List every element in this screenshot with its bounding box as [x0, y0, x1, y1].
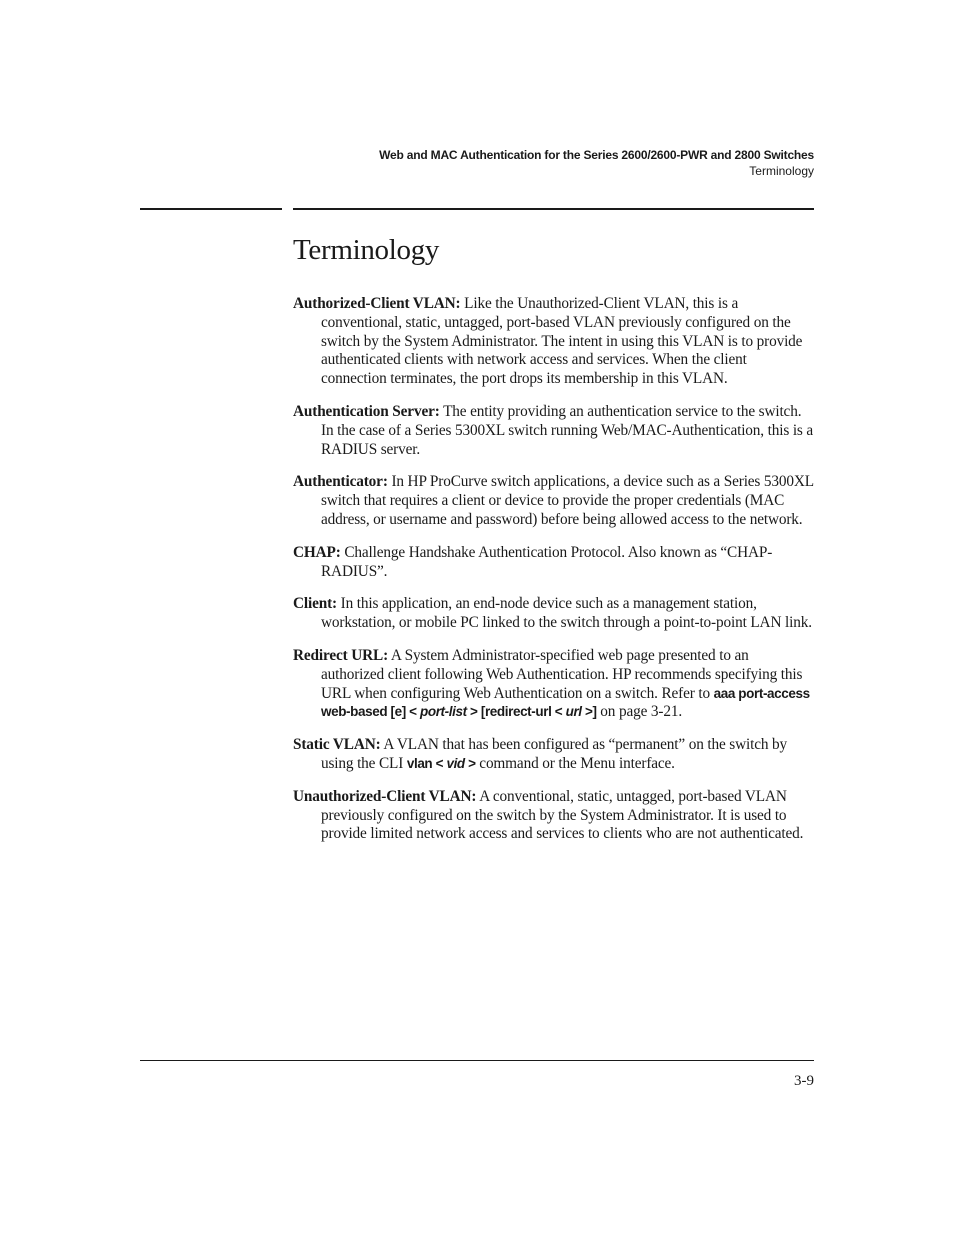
glossary-definition-tail: command or the Menu interface. [475, 754, 675, 772]
glossary-definition: The entity providing an authentication service to the switch. In the case of a Series 5300XL switch running Web/MAC-Authentication, this is a RADIUS server. [321, 402, 814, 458]
glossary-term: Authorized-Client VLAN: [293, 295, 461, 312]
running-header-section: Terminology [749, 164, 814, 178]
glossary-term: Unauthorized-Client VLAN: [293, 787, 477, 805]
header-rule-left [140, 208, 282, 210]
glossary-definition: Challenge Handshake Authentication Protocol. Also known as “CHAP-RADIUS”. [321, 543, 773, 580]
cli-command-argument: port-list [420, 704, 467, 720]
glossary-entry-unauthorized-client-vlan [293, 788, 814, 844]
cli-command [407, 756, 476, 771]
cli-command-part: >] [581, 704, 597, 720]
glossary-definition: A conventional, static, untagged, port-based VLAN previously configured on the switch by the System Administrator. It is used to provide limited network access and services to clients who are not authenticated. [321, 787, 804, 843]
glossary-term: Authentication Server: [293, 402, 440, 420]
glossary-definition: Like the Unauthorized-Client VLAN, this is a conventional, static, untagged, port-based VLAN previously configured on the switch by the System Administrator. The intent in using this VLAN is to provide authenticated clients with network access and services. When the client connection terminates, the port drops its membership in this VLAN. [321, 295, 803, 388]
glossary-entry-client [293, 595, 814, 633]
glossary-list [293, 295, 814, 858]
glossary-entry-chap [293, 544, 814, 582]
cli-command-part: > [464, 755, 476, 771]
glossary-term: Redirect URL: [293, 646, 389, 664]
header-rule-right [293, 208, 814, 210]
running-header [379, 147, 814, 179]
glossary-definition: In HP ProCurve switch applications, a device such as a Series 5300XL switch that requires a client or device to provide the proper credentials (MAC address, or username and password) before being allowed access to the network. [321, 473, 814, 528]
glossary-definition-tail: on page 3-21. [596, 703, 683, 721]
cli-command-argument: url [565, 704, 582, 720]
running-header-title: Web and MAC Authentication for the Series 2600/2600-PWR and 2800 Switches [379, 148, 814, 162]
glossary-term: Client: [293, 595, 337, 613]
glossary-entry-authentication-server [293, 403, 814, 459]
page-title: Terminology [293, 234, 440, 266]
cli-command-part: vlan < [406, 755, 447, 771]
glossary-entry-static-vlan [293, 736, 814, 774]
glossary-definition: A System Administrator-specified web page presented to an authorized client following Web Authentication. HP recommends specifying this URL when configuring Web Authentication on a switch. Refer to [321, 646, 803, 702]
glossary-term: Authenticator: [293, 473, 388, 491]
cli-command-part: > [redirect-url < [466, 704, 566, 720]
glossary-entry-authorized-client-vlan [293, 295, 814, 389]
glossary-term: Static VLAN: [293, 736, 381, 754]
glossary-definition: A VLAN that has been configured as “permanent” on the switch by using the CLI [321, 736, 787, 772]
footer-rule [140, 1060, 814, 1061]
glossary-entry-authenticator [293, 473, 814, 529]
glossary-term: CHAP: [293, 543, 341, 561]
glossary-definition: In this application, an end-node device such as a management station, workstation, or mobile PC linked to the switch through a point-to-point LAN link. [321, 595, 812, 632]
cli-command-part: aaa port-access web-based [e] < [321, 685, 810, 720]
page-number: 3-9 [794, 1073, 814, 1089]
cli-command-argument: vid [446, 755, 465, 771]
glossary-entry-redirect-url [293, 647, 814, 722]
